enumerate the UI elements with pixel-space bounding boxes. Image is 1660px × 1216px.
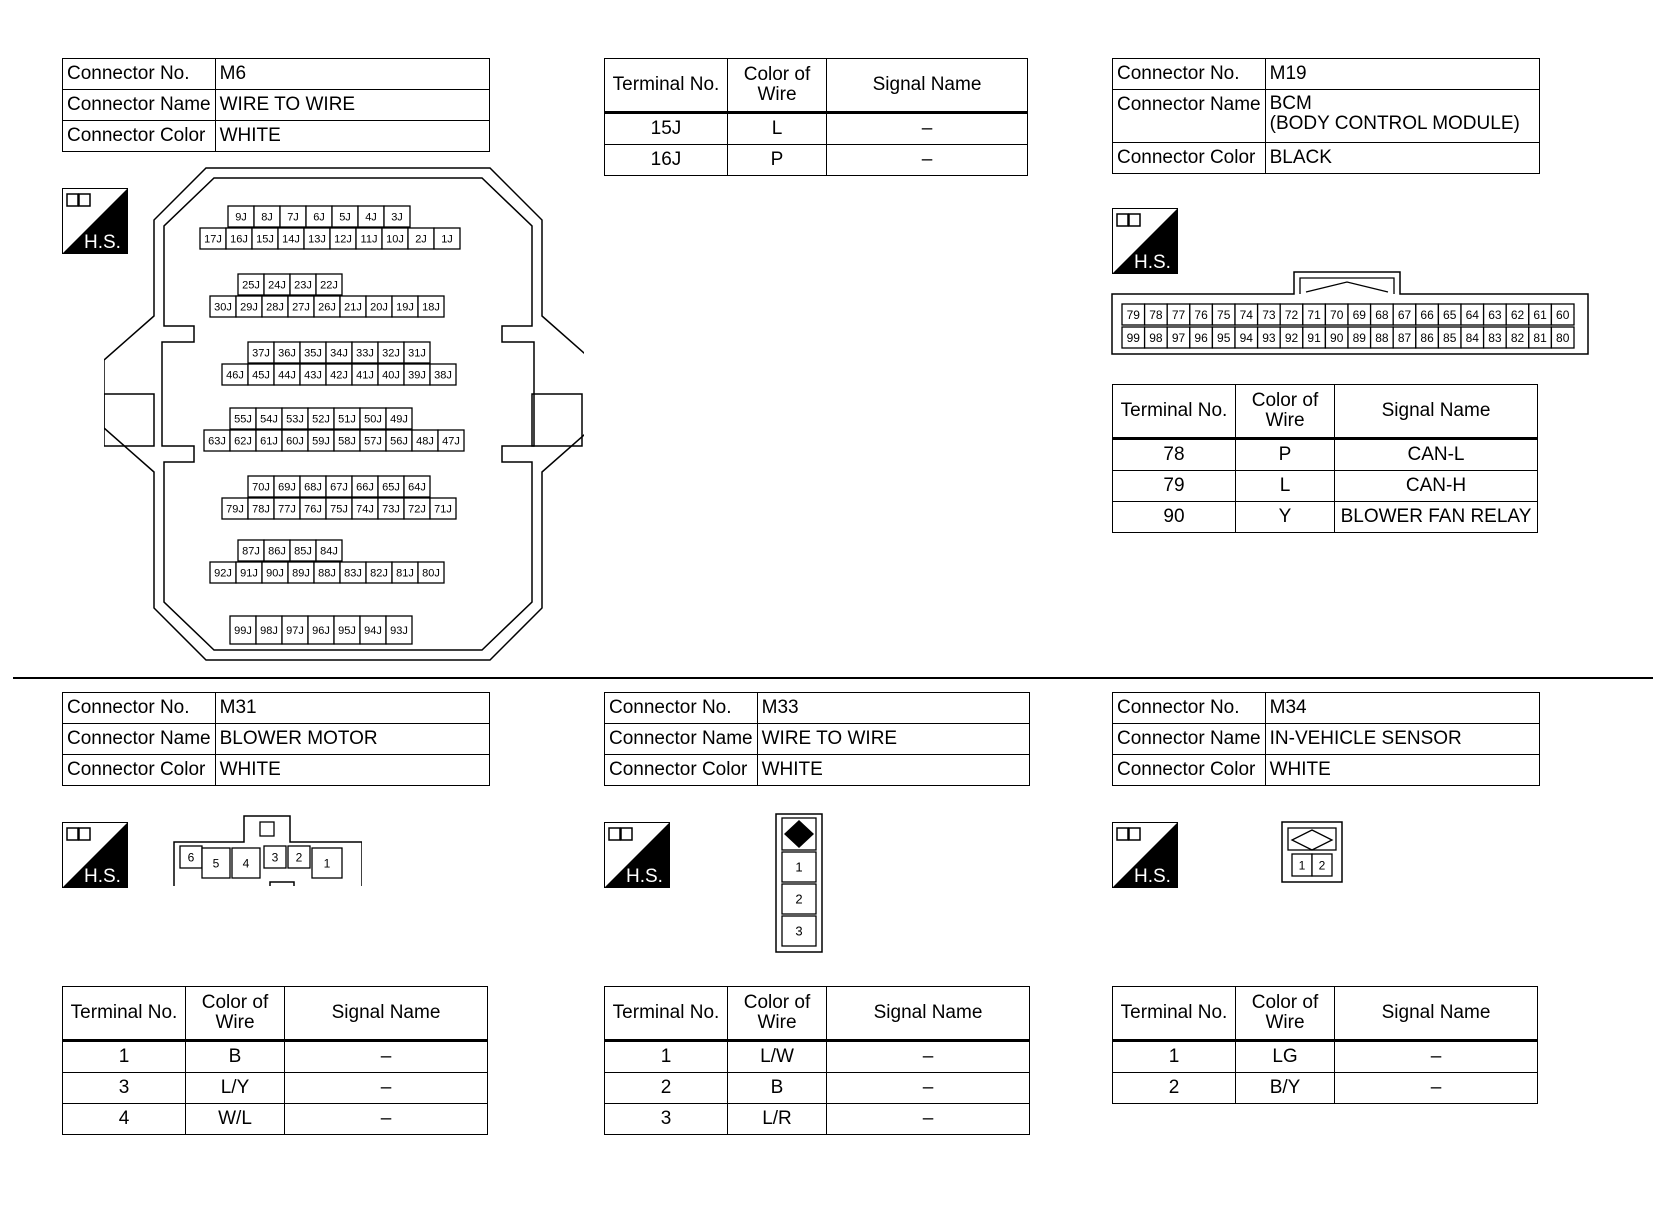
pin-label: 68 bbox=[1375, 307, 1389, 322]
pin-label: 84 bbox=[1465, 330, 1479, 345]
signal-cell: – bbox=[285, 1073, 488, 1104]
pin-label: 88 bbox=[1375, 330, 1389, 345]
pin-label: 96 bbox=[1194, 330, 1208, 345]
pin-label: 78J bbox=[252, 503, 270, 516]
signal-cell: – bbox=[1335, 1041, 1538, 1073]
pin-label: 16J bbox=[230, 233, 248, 246]
table-row bbox=[605, 1104, 1030, 1135]
pin-label: 21J bbox=[344, 301, 362, 314]
pin-label: 38J bbox=[434, 369, 452, 382]
table-row bbox=[1113, 1041, 1538, 1073]
pin-label: 2J bbox=[415, 233, 427, 246]
wire-color-cell: W/L bbox=[186, 1104, 285, 1135]
pin-label: 44J bbox=[278, 369, 296, 382]
pin-label: 76 bbox=[1194, 307, 1208, 322]
connector-name-label: Connector Name bbox=[1113, 90, 1266, 143]
pin-label: 1 bbox=[323, 856, 331, 871]
pin-label: 34J bbox=[330, 347, 348, 360]
signal-name-header: Signal Name bbox=[1335, 385, 1538, 439]
connector-no-value: M6 bbox=[215, 59, 489, 90]
pin-label: 47J bbox=[442, 435, 460, 448]
pin-label: 3 bbox=[795, 923, 803, 939]
pin-label: 65 bbox=[1443, 307, 1457, 322]
connector-color-value: WHITE bbox=[1265, 755, 1539, 786]
pin-label: 95 bbox=[1217, 330, 1231, 345]
signal-name-header: Signal Name bbox=[827, 59, 1028, 113]
connector-no-label: Connector No. bbox=[1113, 59, 1266, 90]
pin-label: 37J bbox=[252, 347, 270, 360]
m19-lock bbox=[1300, 278, 1394, 294]
signal-cell: – bbox=[285, 1041, 488, 1073]
signal-cell: – bbox=[1335, 1073, 1538, 1104]
wire-color-cell: P bbox=[728, 145, 827, 176]
pin-label: 11J bbox=[360, 233, 378, 246]
signal-cell: – bbox=[827, 1073, 1030, 1104]
table-row bbox=[605, 1041, 1030, 1073]
hs-label: H.S. bbox=[84, 866, 121, 887]
pin-label: 67J bbox=[330, 481, 348, 494]
pin-label: 28J bbox=[266, 301, 284, 314]
table-row bbox=[1113, 502, 1538, 533]
pin-label: 86 bbox=[1420, 330, 1434, 345]
terminal-cell: 3 bbox=[605, 1104, 728, 1135]
connector-color-label: Connector Color bbox=[605, 755, 758, 786]
right-lock-tab bbox=[532, 394, 582, 446]
pin-label: 82 bbox=[1510, 330, 1525, 345]
terminal-cell: 1 bbox=[605, 1041, 728, 1073]
pin-label: 57J bbox=[364, 435, 382, 448]
terminal-no-header: Terminal No. bbox=[1113, 987, 1236, 1041]
pin-label: 55J bbox=[234, 413, 252, 426]
table-row bbox=[1113, 439, 1538, 471]
m6-connector-diagram bbox=[104, 166, 584, 666]
signal-cell: – bbox=[827, 113, 1028, 145]
table-row bbox=[63, 1073, 488, 1104]
hs-label: H.S. bbox=[626, 866, 663, 887]
m31-lock bbox=[260, 822, 274, 836]
pin-label: 19J bbox=[396, 301, 414, 314]
pin-label: 22J bbox=[320, 279, 338, 292]
signal-name-header: Signal Name bbox=[285, 987, 488, 1041]
pin-label: 49J bbox=[390, 413, 408, 426]
pin-label: 70J bbox=[252, 481, 270, 494]
pin-label: 60 bbox=[1556, 307, 1570, 322]
pin-label: 74J bbox=[356, 503, 374, 516]
pin-label: 1 bbox=[1298, 858, 1306, 873]
connector-name-label: Connector Name bbox=[605, 724, 758, 755]
hs-label: H.S. bbox=[1134, 866, 1171, 887]
connector-name-value: WIRE TO WIRE bbox=[757, 724, 1029, 755]
m33-terminal-table bbox=[604, 986, 1030, 1135]
pin-label: 92J bbox=[214, 567, 232, 580]
wire-color-cell: Y bbox=[1236, 502, 1335, 533]
pin-label: 45J bbox=[252, 369, 270, 382]
pin-label: 86J bbox=[268, 545, 286, 558]
connector-no-label: Connector No. bbox=[605, 693, 758, 724]
connector-no-label: Connector No. bbox=[63, 59, 216, 90]
pin-label: 56J bbox=[390, 435, 408, 448]
hs-icon bbox=[604, 822, 670, 888]
hs-icon bbox=[1112, 822, 1178, 888]
pin-label: 73J bbox=[382, 503, 400, 516]
pin-label: 54J bbox=[260, 413, 278, 426]
terminal-cell: 79 bbox=[1113, 471, 1236, 502]
pin-label: 71 bbox=[1307, 307, 1321, 322]
pin-label: 84J bbox=[320, 545, 338, 558]
connector-name-value: IN-VEHICLE SENSOR bbox=[1265, 724, 1539, 755]
pin-label: 70 bbox=[1330, 307, 1344, 322]
pin-label: 58J bbox=[338, 435, 356, 448]
pin-label: 24J bbox=[268, 279, 286, 292]
pin-label: 3 bbox=[271, 850, 279, 865]
signal-cell: – bbox=[827, 145, 1028, 176]
pin-label: 10J bbox=[386, 233, 404, 246]
pin-label: 66 bbox=[1420, 307, 1434, 322]
terminal-cell: 1 bbox=[63, 1041, 186, 1073]
color-of-wire-header: Color of Wire bbox=[1236, 987, 1335, 1041]
pin-label: 82J bbox=[370, 567, 388, 580]
pin-label: 1J bbox=[441, 233, 453, 246]
pin-label: 98J bbox=[260, 624, 278, 637]
pin-label: 62 bbox=[1510, 307, 1525, 322]
connector-no-label: Connector No. bbox=[1113, 693, 1266, 724]
pin-label: 97J bbox=[286, 624, 304, 637]
pin-label: 73 bbox=[1262, 307, 1276, 322]
pin-label: 96J bbox=[312, 624, 330, 637]
pin-label: 67 bbox=[1397, 307, 1412, 322]
pin-label: 33J bbox=[356, 347, 374, 360]
connector-color-value: BLACK bbox=[1265, 143, 1539, 174]
pin-label: 5 bbox=[212, 856, 220, 871]
terminal-cell: 4 bbox=[63, 1104, 186, 1135]
pin-label: 62J bbox=[234, 435, 252, 448]
pin-label: 66J bbox=[356, 481, 374, 494]
terminal-cell: 15J bbox=[605, 113, 728, 145]
pin-label: 14J bbox=[282, 233, 300, 246]
color-of-wire-header: Color of Wire bbox=[186, 987, 285, 1041]
wire-color-cell: L/R bbox=[728, 1104, 827, 1135]
wire-color-cell: L/Y bbox=[186, 1073, 285, 1104]
connector-name-value bbox=[1265, 90, 1539, 143]
pin-label: 88J bbox=[318, 567, 336, 580]
pin-label: 79 bbox=[1126, 307, 1140, 322]
pin-label: 63 bbox=[1488, 307, 1502, 322]
connector-color-label: Connector Color bbox=[1113, 755, 1266, 786]
pin-label: 85 bbox=[1443, 330, 1457, 345]
pin-label: 75 bbox=[1217, 307, 1231, 322]
pin-label: 98 bbox=[1149, 330, 1163, 345]
pin-label: 93J bbox=[390, 624, 408, 637]
table-row bbox=[1113, 471, 1538, 502]
pin-label: 59J bbox=[312, 435, 330, 448]
pin-label: 85J bbox=[294, 545, 312, 558]
connector-color-label: Connector Color bbox=[63, 755, 216, 786]
pin-label: 2 bbox=[1318, 858, 1326, 873]
m19-connector-diagram bbox=[1110, 264, 1590, 360]
pin-label: 63J bbox=[208, 435, 226, 448]
pin-label: 40J bbox=[382, 369, 400, 382]
pin-label: 68J bbox=[304, 481, 322, 494]
pin-label: 90J bbox=[266, 567, 284, 580]
pin-label: 83 bbox=[1488, 330, 1502, 345]
pin-label: 43J bbox=[304, 369, 322, 382]
wire-color-cell: B bbox=[728, 1073, 827, 1104]
pin-label: 76J bbox=[304, 503, 322, 516]
pin-label: 64 bbox=[1465, 307, 1479, 322]
pin-label: 20J bbox=[370, 301, 388, 314]
connector-name-value: BLOWER MOTOR bbox=[215, 724, 489, 755]
pin-label: 4 bbox=[242, 856, 250, 871]
pin-label: 61J bbox=[260, 435, 278, 448]
pin-label: 90 bbox=[1330, 330, 1344, 345]
pin-label: 36J bbox=[278, 347, 296, 360]
m34-connector-diagram bbox=[1280, 820, 1346, 886]
pin-label: 94J bbox=[364, 624, 382, 637]
pin-label: 92 bbox=[1284, 330, 1299, 345]
signal-cell: – bbox=[285, 1104, 488, 1135]
pin-label: 94 bbox=[1239, 330, 1253, 345]
pin-label: 99J bbox=[234, 624, 252, 637]
wire-color-cell: LG bbox=[1236, 1041, 1335, 1073]
connector-no-value: M33 bbox=[757, 693, 1029, 724]
hs-label: H.S. bbox=[84, 232, 121, 253]
terminal-no-header: Terminal No. bbox=[605, 59, 728, 113]
pin-label: 97 bbox=[1171, 330, 1186, 345]
table-row bbox=[605, 113, 1028, 145]
pin-label: 77 bbox=[1171, 307, 1186, 322]
m31-info-table bbox=[62, 692, 490, 786]
pin-label: 99 bbox=[1126, 330, 1140, 345]
connector-color-value: WHITE bbox=[757, 755, 1029, 786]
pin-label: 23J bbox=[294, 279, 312, 292]
m33-info-table bbox=[604, 692, 1030, 786]
pin-label: 87 bbox=[1397, 330, 1412, 345]
signal-cell: BLOWER FAN RELAY bbox=[1335, 502, 1538, 533]
pin-label: 2 bbox=[795, 891, 803, 907]
terminal-no-header: Terminal No. bbox=[605, 987, 728, 1041]
pin-label: 65J bbox=[382, 481, 400, 494]
terminal-no-header: Terminal No. bbox=[63, 987, 186, 1041]
m6-info-table bbox=[62, 58, 490, 152]
pin-label: 95J bbox=[338, 624, 356, 637]
pin-label: 72J bbox=[408, 503, 426, 516]
connector-no-value: M34 bbox=[1265, 693, 1539, 724]
pin-label: 42J bbox=[330, 369, 348, 382]
pin-label: 52J bbox=[312, 413, 330, 426]
connector-no-value: M31 bbox=[215, 693, 489, 724]
pin-label: 46J bbox=[226, 369, 244, 382]
pin-label: 77J bbox=[278, 503, 296, 516]
pin-label: 25J bbox=[242, 279, 260, 292]
terminal-cell: 2 bbox=[1113, 1073, 1236, 1104]
connector-name-label: Connector Name bbox=[63, 90, 216, 121]
pin-label: 15J bbox=[256, 233, 274, 246]
pin-label: 41J bbox=[356, 369, 374, 382]
m31-terminal-table bbox=[62, 986, 488, 1135]
pin-label: 72 bbox=[1284, 307, 1299, 322]
m31-connector-diagram bbox=[172, 812, 362, 886]
table-row bbox=[605, 1073, 1030, 1104]
signal-name-header: Signal Name bbox=[1335, 987, 1538, 1041]
pin-label: 6J bbox=[313, 211, 325, 224]
pin-label: 71J bbox=[434, 503, 452, 516]
terminal-cell: 78 bbox=[1113, 439, 1236, 471]
pin-label: 61 bbox=[1533, 307, 1547, 322]
signal-cell: – bbox=[827, 1041, 1030, 1073]
connector-no-value: M19 bbox=[1265, 59, 1539, 90]
signal-name-header: Signal Name bbox=[827, 987, 1030, 1041]
pin-label: 81 bbox=[1533, 330, 1547, 345]
pin-label: 27J bbox=[292, 301, 310, 314]
connector-color-label: Connector Color bbox=[1113, 143, 1266, 174]
pin-label: 80J bbox=[422, 567, 440, 580]
hs-label: H.S. bbox=[1134, 252, 1171, 273]
table-row bbox=[63, 1041, 488, 1073]
signal-cell: CAN-L bbox=[1335, 439, 1538, 471]
connector-name-line1: BCM bbox=[1269, 93, 1312, 114]
color-of-wire-header: Color of Wire bbox=[1236, 385, 1335, 439]
pin-label: 89 bbox=[1352, 330, 1366, 345]
pin-label: 64J bbox=[408, 481, 426, 494]
connector-name-label: Connector Name bbox=[63, 724, 216, 755]
pin-label: 26J bbox=[318, 301, 336, 314]
pin-label: 51J bbox=[338, 413, 356, 426]
pin-label: 87J bbox=[242, 545, 260, 558]
pin-label: 17J bbox=[204, 233, 222, 246]
pin-label: 39J bbox=[408, 369, 426, 382]
m6-terminal-table bbox=[604, 58, 1028, 176]
pin-label: 53J bbox=[286, 413, 304, 426]
m19-terminal-table bbox=[1112, 384, 1538, 533]
pin-label: 80 bbox=[1556, 330, 1570, 345]
pin-label: 5J bbox=[339, 211, 351, 224]
left-lock-tab bbox=[104, 394, 154, 446]
pin-label: 83J bbox=[344, 567, 362, 580]
pin-label: 60J bbox=[286, 435, 304, 448]
pin-label: 93 bbox=[1262, 330, 1276, 345]
pin-label: 31J bbox=[408, 347, 426, 360]
pin-label: 18J bbox=[422, 301, 440, 314]
pin-label: 29J bbox=[240, 301, 258, 314]
pin-label: 78 bbox=[1149, 307, 1163, 322]
m33-connector-diagram bbox=[774, 812, 824, 954]
table-row bbox=[1113, 1073, 1538, 1104]
pin-label: 13J bbox=[308, 233, 326, 246]
pin-label: 74 bbox=[1239, 307, 1253, 322]
pin-label: 50J bbox=[364, 413, 382, 426]
terminal-no-header: Terminal No. bbox=[1113, 385, 1236, 439]
wire-color-cell: L bbox=[728, 113, 827, 145]
table-row bbox=[605, 145, 1028, 176]
signal-cell: CAN-H bbox=[1335, 471, 1538, 502]
pin-label: 4J bbox=[365, 211, 377, 224]
wire-color-cell: L/W bbox=[728, 1041, 827, 1073]
terminal-cell: 1 bbox=[1113, 1041, 1236, 1073]
wire-color-cell: P bbox=[1236, 439, 1335, 471]
connector-name-line2: (BODY CONTROL MODULE) bbox=[1269, 113, 1520, 134]
connector-color-label: Connector Color bbox=[63, 121, 216, 152]
m19-info-table bbox=[1112, 58, 1540, 174]
connector-name-value: WIRE TO WIRE bbox=[215, 90, 489, 121]
m34-terminal-table bbox=[1112, 986, 1538, 1104]
terminal-cell: 3 bbox=[63, 1073, 186, 1104]
pin-label: 91 bbox=[1307, 330, 1321, 345]
connector-color-value: WHITE bbox=[215, 755, 489, 786]
pin-label: 2 bbox=[295, 850, 303, 865]
pin-label: 9J bbox=[235, 211, 247, 224]
pin-label: 8J bbox=[261, 211, 273, 224]
pin-label: 69 bbox=[1352, 307, 1366, 322]
pin-label: 79J bbox=[226, 503, 244, 516]
signal-cell: – bbox=[827, 1104, 1030, 1135]
pin-label: 81J bbox=[396, 567, 414, 580]
pin-label: 75J bbox=[330, 503, 348, 516]
pin-label: 1 bbox=[795, 859, 803, 875]
wire-color-cell: L bbox=[1236, 471, 1335, 502]
wire-color-cell: B bbox=[186, 1041, 285, 1073]
connector-no-label: Connector No. bbox=[63, 693, 216, 724]
pin-label: 3J bbox=[391, 211, 403, 224]
table-row bbox=[63, 1104, 488, 1135]
terminal-cell: 16J bbox=[605, 145, 728, 176]
connector-name-label: Connector Name bbox=[1113, 724, 1266, 755]
color-of-wire-header: Color of Wire bbox=[728, 59, 827, 113]
pin-label: 91J bbox=[240, 567, 258, 580]
connector-color-value: WHITE bbox=[215, 121, 489, 152]
wire-color-cell: B/Y bbox=[1236, 1073, 1335, 1104]
pin-label: 12J bbox=[334, 233, 352, 246]
pin-label: 35J bbox=[304, 347, 322, 360]
terminal-cell: 2 bbox=[605, 1073, 728, 1104]
m34-info-table bbox=[1112, 692, 1540, 786]
section-divider bbox=[13, 677, 1653, 679]
pin-label: 69J bbox=[278, 481, 296, 494]
terminal-cell: 90 bbox=[1113, 502, 1236, 533]
pin-label: 6 bbox=[187, 850, 195, 865]
hs-icon bbox=[62, 822, 128, 888]
pin-label: 7J bbox=[287, 211, 299, 224]
color-of-wire-header: Color of Wire bbox=[728, 987, 827, 1041]
pin-label: 30J bbox=[214, 301, 232, 314]
pin-label: 89J bbox=[292, 567, 310, 580]
pin-label: 32J bbox=[382, 347, 400, 360]
pin-label: 48J bbox=[416, 435, 434, 448]
